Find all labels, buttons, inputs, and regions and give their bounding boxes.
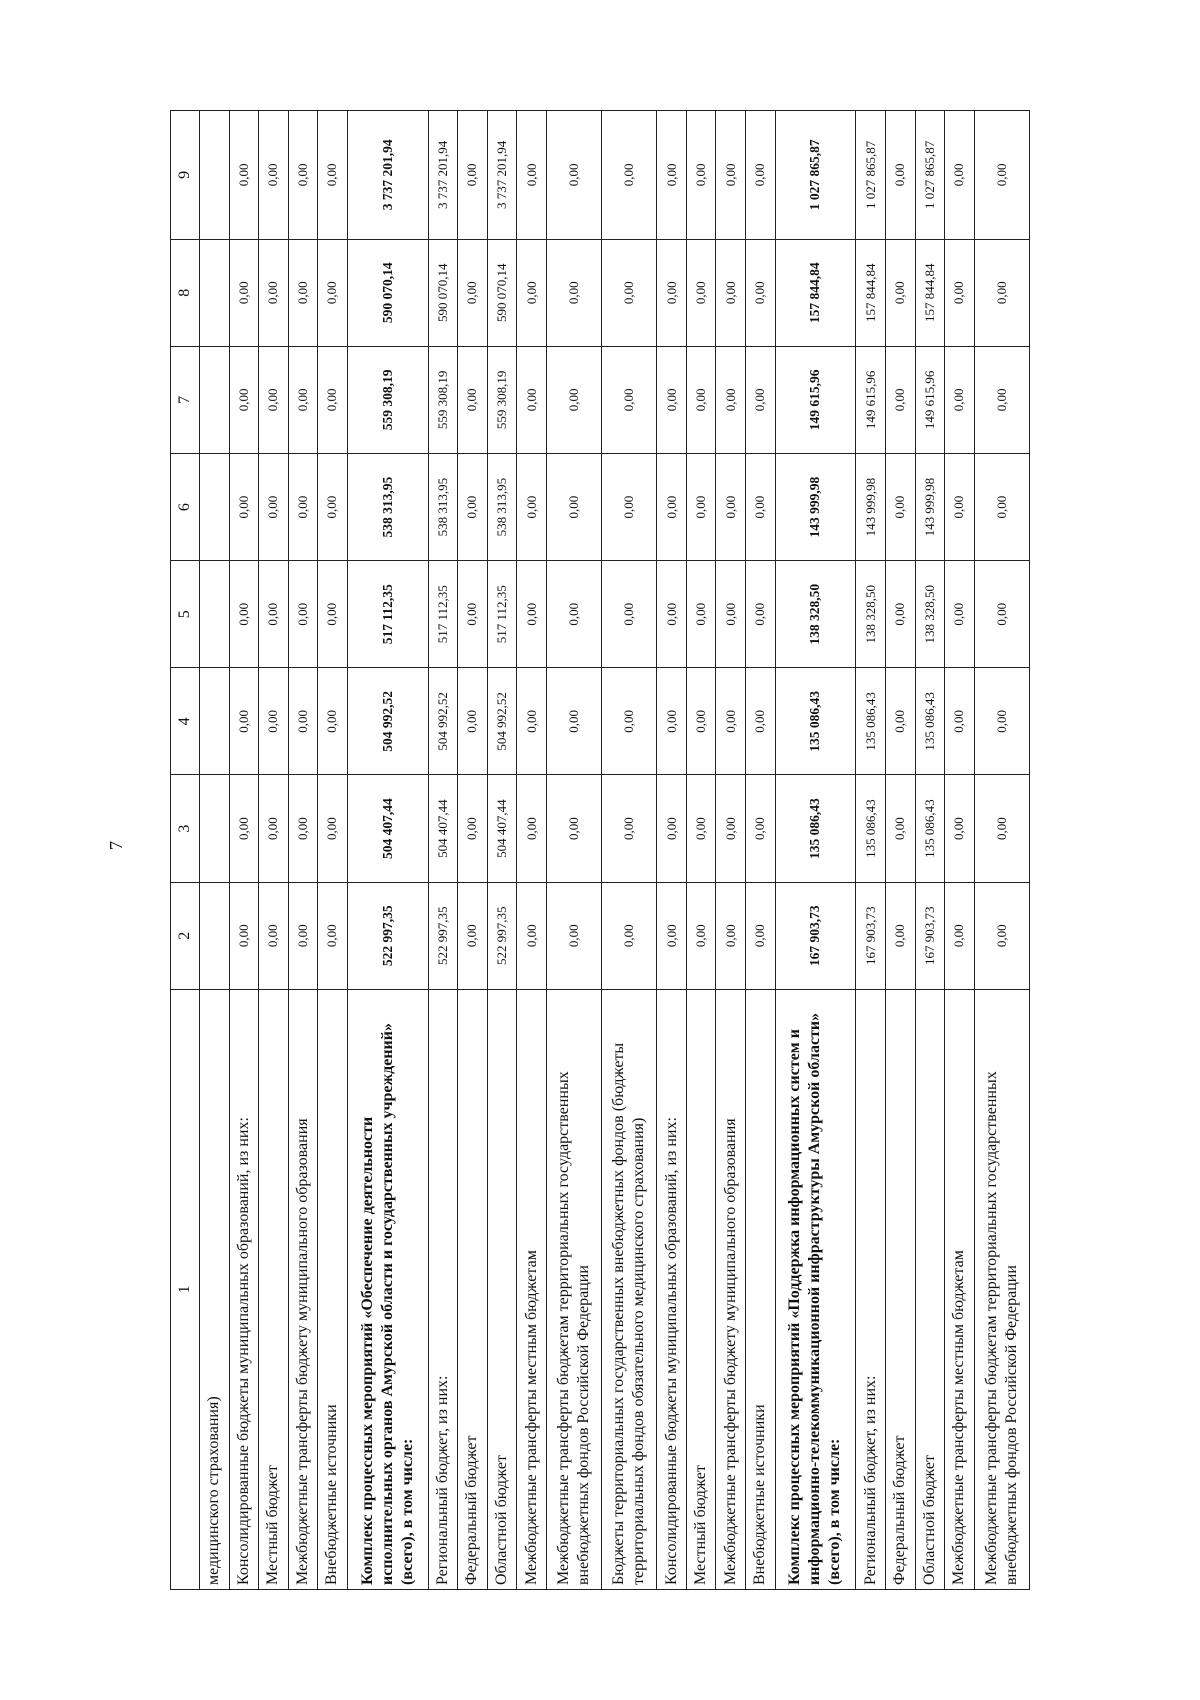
- value-cell: 0,00: [288, 882, 318, 989]
- table-row-total: [347, 111, 428, 1590]
- value-cell: 559 308,19: [487, 346, 517, 453]
- value-cell: 1 027 865,87: [856, 111, 886, 240]
- column-header: 8: [171, 239, 200, 346]
- row-label: Межбюджетные трансферты бюджетам территориальных государственных внебюджетных фондов Российской Федерации: [974, 989, 1029, 1589]
- value-cell: 143 999,98: [856, 453, 886, 560]
- table-row: [657, 111, 687, 1590]
- value-cell: 0,00: [886, 561, 916, 668]
- value-cell: 0,00: [259, 111, 289, 240]
- value-cell: 0,00: [716, 882, 746, 989]
- value-cell: 0,00: [886, 239, 916, 346]
- value-cell: 0,00: [602, 561, 657, 668]
- value-cell: 0,00: [745, 111, 775, 240]
- column-header: 1: [171, 989, 200, 1589]
- value-cell: 0,00: [657, 346, 687, 453]
- row-label: Межбюджетные трансферты местным бюджетам: [517, 989, 547, 1589]
- value-cell: 0,00: [546, 346, 601, 453]
- value-cell: 504 407,44: [428, 775, 458, 882]
- row-label: Межбюджетные трансферты бюджету муниципального образования: [288, 989, 318, 1589]
- table-row: [318, 111, 348, 1590]
- row-label: Консолидированные бюджеты муниципальных образований, из них:: [657, 989, 687, 1589]
- column-header: 4: [171, 668, 200, 775]
- value-cell: 167 903,73: [915, 882, 945, 989]
- value-cell: 0,00: [716, 346, 746, 453]
- value-cell: 504 407,44: [347, 775, 428, 882]
- value-cell: 0,00: [318, 882, 348, 989]
- column-header: 5: [171, 561, 200, 668]
- value-cell: 0,00: [546, 561, 601, 668]
- value-cell: 0,00: [945, 111, 975, 240]
- value-cell: 0,00: [686, 561, 716, 668]
- value-cell: 0,00: [716, 775, 746, 882]
- table-row: [259, 111, 289, 1590]
- row-label: Федеральный бюджет: [458, 989, 488, 1589]
- value-cell: 538 313,95: [487, 453, 517, 560]
- value-cell: 0,00: [458, 111, 488, 240]
- column-header: 2: [171, 882, 200, 989]
- value-cell: 135 086,43: [856, 668, 886, 775]
- value-cell: 590 070,14: [487, 239, 517, 346]
- value-cell: 0,00: [318, 239, 348, 346]
- value-cell: 0,00: [229, 882, 259, 989]
- value-cell: 0,00: [974, 882, 1029, 989]
- value-cell: 0,00: [974, 239, 1029, 346]
- table-row: [428, 111, 458, 1590]
- table-row-total: [775, 111, 856, 1590]
- value-cell: 0,00: [886, 775, 916, 882]
- value-cell: 0,00: [259, 561, 289, 668]
- value-cell: 0,00: [517, 346, 547, 453]
- value-cell: 0,00: [974, 668, 1029, 775]
- value-cell: 138 328,50: [915, 561, 945, 668]
- table-row: [602, 111, 657, 1590]
- value-cell: 0,00: [945, 346, 975, 453]
- column-header: 3: [171, 775, 200, 882]
- value-cell: 0,00: [229, 346, 259, 453]
- value-cell: 0,00: [657, 668, 687, 775]
- value-cell: 0,00: [974, 561, 1029, 668]
- value-cell: 143 999,98: [915, 453, 945, 560]
- row-label: Комплекс процессных мероприятий «Поддержка информационных систем и информационно-телекоммуникационной инфраструктуры Амурской области» (всего), в том числе:: [775, 989, 856, 1589]
- table-row: [546, 111, 601, 1590]
- value-cell: 0,00: [657, 561, 687, 668]
- value-cell: 0,00: [602, 239, 657, 346]
- value-cell: 0,00: [288, 346, 318, 453]
- value-cell: 0,00: [458, 668, 488, 775]
- value-cell: 559 308,19: [428, 346, 458, 453]
- value-cell: 0,00: [974, 453, 1029, 560]
- row-label: медицинского страхования): [200, 989, 230, 1589]
- value-cell: 0,00: [288, 668, 318, 775]
- value-cell: 0,00: [546, 239, 601, 346]
- value-cell: 0,00: [945, 453, 975, 560]
- value-cell: 517 112,35: [347, 561, 428, 668]
- value-cell: 0,00: [686, 453, 716, 560]
- value-cell: 138 328,50: [856, 561, 886, 668]
- value-cell: 0,00: [657, 775, 687, 882]
- row-label: Региональный бюджет, из них:: [428, 989, 458, 1589]
- value-cell: 0,00: [517, 239, 547, 346]
- value-cell: 149 615,96: [856, 346, 886, 453]
- table-row: [716, 111, 746, 1590]
- value-cell: 0,00: [259, 775, 289, 882]
- row-label: Региональный бюджет, из них:: [856, 989, 886, 1589]
- value-cell: 0,00: [259, 346, 289, 453]
- value-cell: 0,00: [602, 882, 657, 989]
- value-cell: 0,00: [458, 561, 488, 668]
- value-cell: 0,00: [318, 775, 348, 882]
- value-cell: [200, 111, 230, 240]
- value-cell: 0,00: [716, 453, 746, 560]
- value-cell: 0,00: [318, 561, 348, 668]
- row-label: Внебюджетные источники: [318, 989, 348, 1589]
- value-cell: 522 997,35: [347, 882, 428, 989]
- value-cell: 0,00: [716, 561, 746, 668]
- value-cell: 0,00: [546, 775, 601, 882]
- value-cell: 167 903,73: [775, 882, 856, 989]
- value-cell: 157 844,84: [856, 239, 886, 346]
- value-cell: 504 992,52: [347, 668, 428, 775]
- value-cell: 0,00: [288, 775, 318, 882]
- table-row: [288, 111, 318, 1590]
- value-cell: 590 070,14: [428, 239, 458, 346]
- value-cell: 0,00: [517, 882, 547, 989]
- value-cell: 0,00: [974, 111, 1029, 240]
- value-cell: 0,00: [886, 882, 916, 989]
- value-cell: 0,00: [517, 561, 547, 668]
- value-cell: 0,00: [686, 668, 716, 775]
- value-cell: 0,00: [546, 882, 601, 989]
- value-cell: 0,00: [602, 346, 657, 453]
- value-cell: 135 086,43: [915, 668, 945, 775]
- value-cell: 0,00: [745, 668, 775, 775]
- value-cell: 0,00: [602, 111, 657, 240]
- table-row: [745, 111, 775, 1590]
- value-cell: 0,00: [517, 668, 547, 775]
- value-cell: 0,00: [229, 668, 259, 775]
- value-cell: 135 086,43: [775, 775, 856, 882]
- value-cell: 517 112,35: [428, 561, 458, 668]
- table-row: [974, 111, 1029, 1590]
- value-cell: 135 086,43: [856, 775, 886, 882]
- column-header: 7: [171, 346, 200, 453]
- value-cell: 135 086,43: [915, 775, 945, 882]
- value-cell: 1 027 865,87: [915, 111, 945, 240]
- value-cell: [200, 561, 230, 668]
- value-cell: 0,00: [716, 239, 746, 346]
- value-cell: 143 999,98: [775, 453, 856, 560]
- rotated-table-container: [170, 110, 1030, 1590]
- value-cell: 138 328,50: [775, 561, 856, 668]
- value-cell: 3 737 201,94: [487, 111, 517, 240]
- table-row: [458, 111, 488, 1590]
- value-cell: 0,00: [886, 111, 916, 240]
- value-cell: 0,00: [517, 775, 547, 882]
- row-label: Межбюджетные трансферты бюджету муниципального образования: [716, 989, 746, 1589]
- value-cell: 0,00: [458, 882, 488, 989]
- value-cell: 0,00: [602, 453, 657, 560]
- budget-table: [170, 110, 1030, 1590]
- value-cell: 0,00: [517, 453, 547, 560]
- value-cell: [200, 775, 230, 882]
- value-cell: 504 992,52: [487, 668, 517, 775]
- value-cell: 0,00: [657, 239, 687, 346]
- value-cell: 0,00: [259, 668, 289, 775]
- table-row: [886, 111, 916, 1590]
- value-cell: 0,00: [886, 346, 916, 453]
- row-label: Федеральный бюджет: [886, 989, 916, 1589]
- value-cell: 504 407,44: [487, 775, 517, 882]
- value-cell: 0,00: [945, 775, 975, 882]
- value-cell: 504 992,52: [428, 668, 458, 775]
- value-cell: 0,00: [716, 111, 746, 240]
- table-row: [856, 111, 886, 1590]
- row-label: Внебюджетные источники: [745, 989, 775, 1589]
- value-cell: 559 308,19: [347, 346, 428, 453]
- value-cell: 0,00: [229, 111, 259, 240]
- table-row: [229, 111, 259, 1590]
- value-cell: 0,00: [886, 453, 916, 560]
- value-cell: 3 737 201,94: [428, 111, 458, 240]
- table-row: [686, 111, 716, 1590]
- value-cell: 538 313,95: [428, 453, 458, 560]
- value-cell: 0,00: [745, 775, 775, 882]
- value-cell: 0,00: [657, 882, 687, 989]
- value-cell: 149 615,96: [775, 346, 856, 453]
- value-cell: 0,00: [945, 882, 975, 989]
- value-cell: 0,00: [602, 668, 657, 775]
- value-cell: [200, 346, 230, 453]
- value-cell: 0,00: [686, 882, 716, 989]
- table-row: [487, 111, 517, 1590]
- value-cell: 0,00: [288, 453, 318, 560]
- row-label: Межбюджетные трансферты местным бюджетам: [945, 989, 975, 1589]
- page-number: 7: [106, 841, 126, 850]
- value-cell: 157 844,84: [915, 239, 945, 346]
- table-row: [517, 111, 547, 1590]
- value-cell: 0,00: [657, 453, 687, 560]
- value-cell: [200, 882, 230, 989]
- table-row: [200, 111, 230, 1590]
- table-row: [945, 111, 975, 1590]
- value-cell: 0,00: [288, 561, 318, 668]
- row-label: Консолидированные бюджеты муниципальных образований, из них:: [229, 989, 259, 1589]
- row-label: Комплекс процессных мероприятий «Обеспечение деятельности исполнительных органов Амурской области и государственных учреждений» (всего), в том числе:: [347, 989, 428, 1589]
- value-cell: [200, 668, 230, 775]
- value-cell: 0,00: [602, 775, 657, 882]
- value-cell: 522 997,35: [428, 882, 458, 989]
- row-label: Межбюджетные трансферты бюджетам территориальных государственных внебюджетных фондов Российской Федерации: [546, 989, 601, 1589]
- value-cell: 0,00: [318, 346, 348, 453]
- value-cell: 0,00: [945, 561, 975, 668]
- value-cell: 0,00: [259, 453, 289, 560]
- value-cell: 0,00: [259, 239, 289, 346]
- value-cell: 0,00: [229, 239, 259, 346]
- value-cell: 0,00: [745, 453, 775, 560]
- value-cell: 0,00: [229, 453, 259, 560]
- value-cell: 0,00: [886, 668, 916, 775]
- header-row: [171, 111, 200, 1590]
- value-cell: [200, 239, 230, 346]
- row-label: Местный бюджет: [686, 989, 716, 1589]
- value-cell: 522 997,35: [487, 882, 517, 989]
- value-cell: 0,00: [288, 111, 318, 240]
- value-cell: 0,00: [745, 561, 775, 668]
- value-cell: 590 070,14: [347, 239, 428, 346]
- value-cell: 0,00: [745, 239, 775, 346]
- value-cell: 0,00: [974, 346, 1029, 453]
- value-cell: 0,00: [259, 882, 289, 989]
- row-label: Местный бюджет: [259, 989, 289, 1589]
- value-cell: 0,00: [318, 668, 348, 775]
- value-cell: 0,00: [517, 111, 547, 240]
- row-label: Областной бюджет: [915, 989, 945, 1589]
- value-cell: 0,00: [686, 775, 716, 882]
- value-cell: 167 903,73: [856, 882, 886, 989]
- value-cell: 0,00: [318, 111, 348, 240]
- table-row: [915, 111, 945, 1590]
- row-label: Бюджеты территориальных государственных внебюджетных фондов (бюджеты территориальных фондов обязательного медицинского страхования): [602, 989, 657, 1589]
- row-label: Областной бюджет: [487, 989, 517, 1589]
- value-cell: 0,00: [745, 346, 775, 453]
- value-cell: 0,00: [458, 346, 488, 453]
- value-cell: 0,00: [945, 668, 975, 775]
- value-cell: 0,00: [458, 239, 488, 346]
- column-header: 9: [171, 111, 200, 240]
- value-cell: 0,00: [546, 111, 601, 240]
- value-cell: 1 027 865,87: [775, 111, 856, 240]
- table-body: [200, 111, 1030, 1590]
- value-cell: 0,00: [458, 775, 488, 882]
- value-cell: 0,00: [945, 239, 975, 346]
- value-cell: 0,00: [686, 239, 716, 346]
- value-cell: 0,00: [686, 111, 716, 240]
- value-cell: 0,00: [458, 453, 488, 560]
- value-cell: 0,00: [745, 882, 775, 989]
- value-cell: 0,00: [546, 668, 601, 775]
- value-cell: 0,00: [288, 239, 318, 346]
- value-cell: 0,00: [546, 453, 601, 560]
- value-cell: 0,00: [318, 453, 348, 560]
- value-cell: 0,00: [229, 775, 259, 882]
- column-header: 6: [171, 453, 200, 560]
- value-cell: 0,00: [686, 346, 716, 453]
- value-cell: 0,00: [657, 111, 687, 240]
- value-cell: 157 844,84: [775, 239, 856, 346]
- value-cell: 0,00: [974, 775, 1029, 882]
- value-cell: 0,00: [229, 561, 259, 668]
- value-cell: [200, 453, 230, 560]
- value-cell: 149 615,96: [915, 346, 945, 453]
- value-cell: 135 086,43: [775, 668, 856, 775]
- value-cell: 0,00: [716, 668, 746, 775]
- value-cell: 3 737 201,94: [347, 111, 428, 240]
- value-cell: 538 313,95: [347, 453, 428, 560]
- value-cell: 517 112,35: [487, 561, 517, 668]
